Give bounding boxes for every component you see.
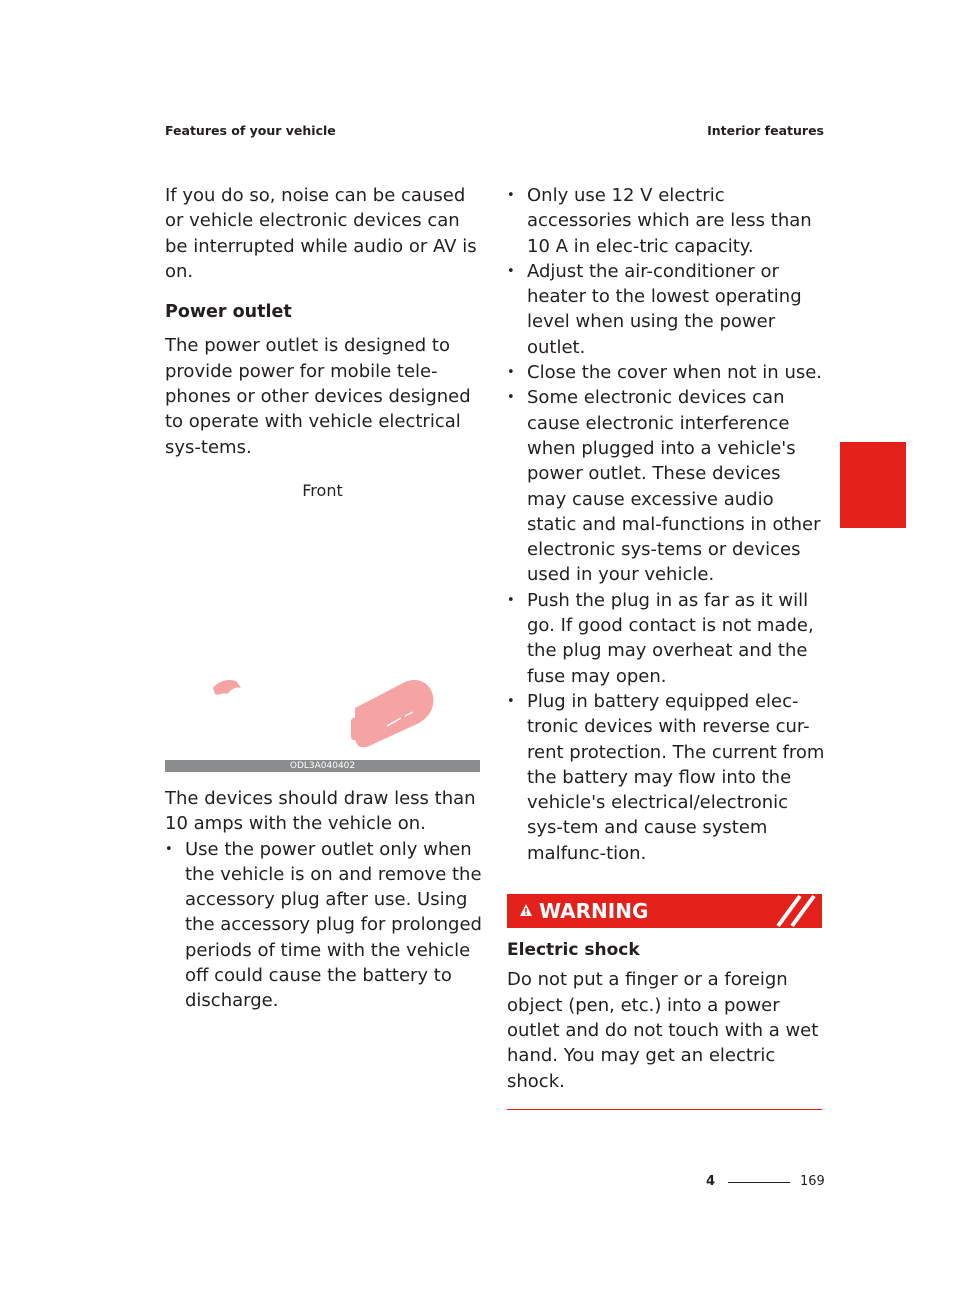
- list-item: • Close the cover when not in use.: [507, 360, 825, 385]
- footer-divider: [728, 1182, 790, 1183]
- warning-triangle-icon: [519, 903, 533, 917]
- footer-page-number: 169: [800, 1174, 825, 1189]
- list-item: • Some electronic devices can cause electronic interference when plugged into a vehicle's power outlet. These devices may cause excessive audio static and mal-functions in other electronic sys-tems or devices used in your vehicle.: [507, 385, 825, 587]
- list-item: • Plug in battery equipped elec-tronic devices with reverse cur-rent protection. The current from the battery may flow into the vehicle's electrical/electronic sys-tem and cause system malfunc-tion.: [507, 689, 825, 866]
- right-bullet-list: [507, 183, 825, 866]
- footer-chapter-number: 4: [706, 1174, 716, 1189]
- power-outlet-illustration: [165, 460, 480, 772]
- warning-title: WARNING: [539, 899, 649, 924]
- running-header-left: Features of your vehicle: [165, 123, 336, 138]
- list-item: • Only use 12 V electric accessories which are less than 10 A in elec-tric capacity.: [507, 183, 825, 259]
- outlet-cover-shape: [213, 680, 241, 695]
- figure-code-bar: ODL3A040402: [165, 760, 480, 772]
- power-outlet-description: The power outlet is designed to provide power for mobile tele-phones or other devices designed to operate with vehicle electrical sys-tems.: [165, 335, 471, 458]
- figure-label-front: Front: [302, 480, 343, 500]
- warning-subtitle: Electric shock: [507, 940, 640, 961]
- running-header-right: Interior features: [707, 123, 824, 138]
- warning-banner: [507, 894, 822, 928]
- power-outlet-figure: [165, 460, 480, 772]
- list-item: • Use the power outlet only when the vehicle is on and remove the accessory plug after use. Using the accessory plug for prolonged periods of time with the vehicle off could cause the battery to discharge.: [165, 837, 483, 1014]
- left-column: [165, 183, 483, 1014]
- warning-divider: [507, 1109, 822, 1110]
- warning-text: Do not put a finger or a foreign object (pen, etc.) into a power outlet and do not touch with a wet hand. You may get an electric shock.: [507, 969, 819, 1092]
- right-column: [507, 183, 825, 1110]
- left-bullet-list: [165, 837, 483, 1014]
- chapter-side-number: 4: [849, 509, 861, 529]
- warning-slashes-icon: [770, 894, 822, 928]
- list-item: • Push the plug in as far as it will go. If good contact is not made, the plug may overheat and the fuse may open.: [507, 588, 825, 689]
- draw-note: The devices should draw less than 10 amps with the vehicle on.: [165, 787, 476, 835]
- list-item: • Adjust the air-conditioner or heater to the lowest operating level when using the power outlet.: [507, 259, 825, 360]
- plug-body-shape: [355, 680, 433, 747]
- plug-tip-shape: [351, 718, 365, 740]
- intro-paragraph: If you do so, noise can be caused or vehicle electronic devices can be interrupted while audio or AV is on.: [165, 185, 477, 282]
- section-heading-power-outlet: Power outlet: [165, 302, 292, 323]
